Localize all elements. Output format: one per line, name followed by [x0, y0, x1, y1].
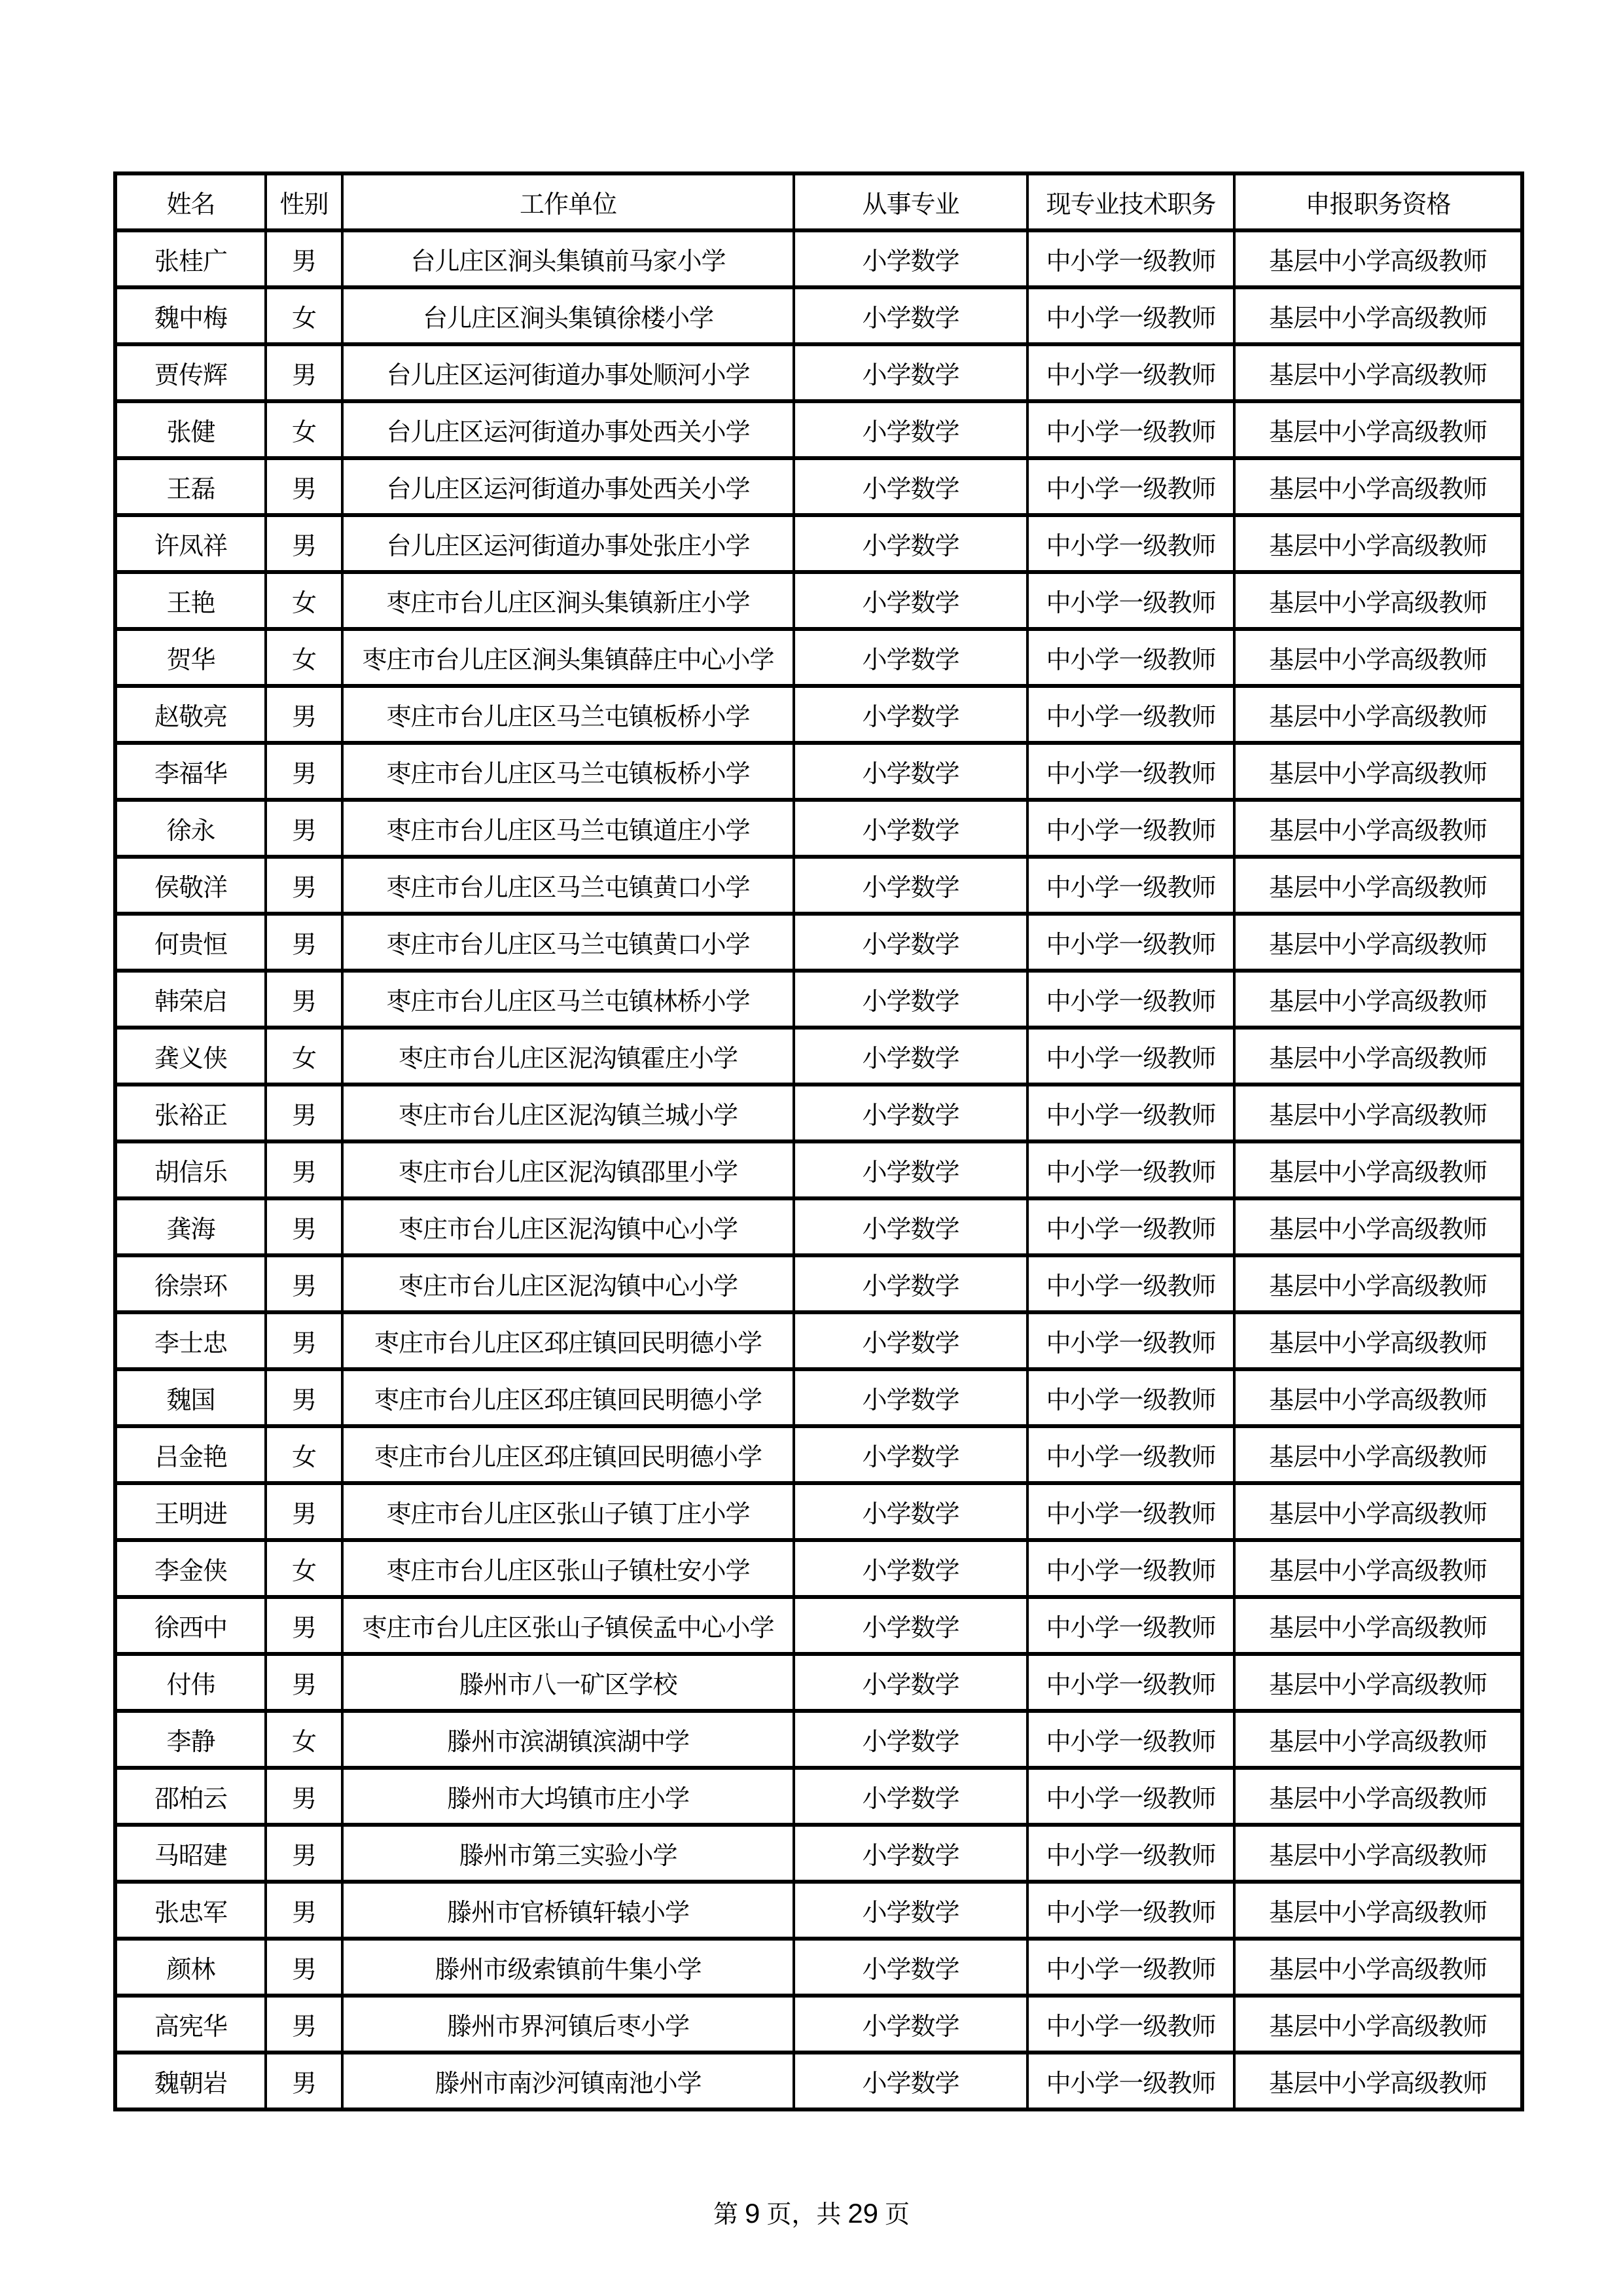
- cell-major: 小学数学: [794, 914, 1027, 971]
- cell-work-unit: 枣庄市台儿庄区马兰屯镇道庄小学: [342, 800, 794, 857]
- cell-work-unit: 枣庄市台儿庄区邳庄镇回民明德小学: [342, 1369, 794, 1426]
- cell-current-title: 中小学一级教师: [1027, 800, 1234, 857]
- cell-work-unit: 枣庄市台儿庄区泥沟镇霍庄小学: [342, 1028, 794, 1085]
- cell-name: 付伟: [115, 1654, 266, 1711]
- cell-apply-title: 基层中小学高级教师: [1234, 2053, 1522, 2109]
- cell-major: 小学数学: [794, 458, 1027, 515]
- cell-major: 小学数学: [794, 1483, 1027, 1540]
- cell-apply-title: 基层中小学高级教师: [1234, 1939, 1522, 1996]
- cell-name: 贺华: [115, 629, 266, 686]
- cell-work-unit: 滕州市官桥镇轩辕小学: [342, 1882, 794, 1939]
- cell-current-title: 中小学一级教师: [1027, 1483, 1234, 1540]
- cell-current-title: 中小学一级教师: [1027, 344, 1234, 401]
- cell-gender: 男: [266, 914, 342, 971]
- cell-current-title: 中小学一级教师: [1027, 458, 1234, 515]
- cell-work-unit: 枣庄市台儿庄区泥沟镇兰城小学: [342, 1085, 794, 1141]
- cell-work-unit: 台儿庄区运河街道办事处西关小学: [342, 458, 794, 515]
- cell-major: 小学数学: [794, 1882, 1027, 1939]
- table-row: [115, 1597, 1522, 1654]
- cell-work-unit: 滕州市八一矿区学校: [342, 1654, 794, 1711]
- cell-gender: 女: [266, 629, 342, 686]
- cell-work-unit: 滕州市滨湖镇滨湖中学: [342, 1711, 794, 1768]
- cell-work-unit: 台儿庄区运河街道办事处张庄小学: [342, 515, 794, 572]
- cell-major: 小学数学: [794, 1711, 1027, 1768]
- cell-work-unit: 滕州市南沙河镇南池小学: [342, 2053, 794, 2109]
- cell-name: 马昭建: [115, 1825, 266, 1882]
- cell-name: 王明进: [115, 1483, 266, 1540]
- cell-name: 张忠军: [115, 1882, 266, 1939]
- cell-apply-title: 基层中小学高级教师: [1234, 1540, 1522, 1597]
- cell-current-title: 中小学一级教师: [1027, 1996, 1234, 2053]
- header-name: 姓名: [115, 173, 266, 230]
- cell-name: 何贵恒: [115, 914, 266, 971]
- cell-major: 小学数学: [794, 1198, 1027, 1255]
- cell-work-unit: 枣庄市台儿庄区邳庄镇回民明德小学: [342, 1312, 794, 1369]
- cell-gender: 男: [266, 1996, 342, 2053]
- table-row: [115, 800, 1522, 857]
- table-row: [115, 1369, 1522, 1426]
- cell-apply-title: 基层中小学高级教师: [1234, 1654, 1522, 1711]
- table-row: [115, 1426, 1522, 1483]
- cell-gender: 女: [266, 1426, 342, 1483]
- cell-work-unit: 枣庄市台儿庄区马兰屯镇板桥小学: [342, 743, 794, 800]
- cell-work-unit: 台儿庄区涧头集镇前马家小学: [342, 230, 794, 287]
- cell-name: 龚义侠: [115, 1028, 266, 1085]
- cell-major: 小学数学: [794, 686, 1027, 743]
- table-row: [115, 1882, 1522, 1939]
- cell-current-title: 中小学一级教师: [1027, 1768, 1234, 1825]
- cell-apply-title: 基层中小学高级教师: [1234, 1028, 1522, 1085]
- cell-gender: 女: [266, 1028, 342, 1085]
- header-gender: 性别: [266, 173, 342, 230]
- cell-gender: 男: [266, 1597, 342, 1654]
- cell-gender: 女: [266, 1711, 342, 1768]
- cell-apply-title: 基层中小学高级教师: [1234, 458, 1522, 515]
- cell-current-title: 中小学一级教师: [1027, 1540, 1234, 1597]
- cell-work-unit: 滕州市界河镇后枣小学: [342, 1996, 794, 2053]
- cell-current-title: 中小学一级教师: [1027, 230, 1234, 287]
- cell-gender: 男: [266, 857, 342, 914]
- cell-current-title: 中小学一级教师: [1027, 1369, 1234, 1426]
- cell-gender: 男: [266, 800, 342, 857]
- cell-gender: 男: [266, 458, 342, 515]
- cell-gender: 男: [266, 1654, 342, 1711]
- table-row: [115, 401, 1522, 458]
- total-page-number: 29: [847, 2198, 879, 2229]
- table-row: [115, 2053, 1522, 2109]
- cell-major: 小学数学: [794, 629, 1027, 686]
- cell-name: 徐永: [115, 800, 266, 857]
- cell-gender: 男: [266, 1939, 342, 1996]
- cell-gender: 男: [266, 1255, 342, 1312]
- cell-gender: 男: [266, 1312, 342, 1369]
- cell-apply-title: 基层中小学高级教师: [1234, 971, 1522, 1028]
- cell-apply-title: 基层中小学高级教师: [1234, 1141, 1522, 1198]
- cell-apply-title: 基层中小学高级教师: [1234, 1369, 1522, 1426]
- cell-gender: 男: [266, 515, 342, 572]
- cell-name: 李静: [115, 1711, 266, 1768]
- cell-work-unit: 台儿庄区运河街道办事处西关小学: [342, 401, 794, 458]
- table-row: [115, 1654, 1522, 1711]
- table-row: [115, 629, 1522, 686]
- table-row: [115, 1825, 1522, 1882]
- cell-name: 李士忠: [115, 1312, 266, 1369]
- table-row: [115, 857, 1522, 914]
- cell-name: 李福华: [115, 743, 266, 800]
- cell-major: 小学数学: [794, 1255, 1027, 1312]
- cell-current-title: 中小学一级教师: [1027, 515, 1234, 572]
- cell-major: 小学数学: [794, 1028, 1027, 1085]
- cell-gender: 男: [266, 344, 342, 401]
- table-row: [115, 1028, 1522, 1085]
- cell-major: 小学数学: [794, 230, 1027, 287]
- cell-current-title: 中小学一级教师: [1027, 1085, 1234, 1141]
- cell-gender: 女: [266, 572, 342, 629]
- cell-major: 小学数学: [794, 743, 1027, 800]
- cell-apply-title: 基层中小学高级教师: [1234, 515, 1522, 572]
- cell-name: 许凤祥: [115, 515, 266, 572]
- cell-name: 颜林: [115, 1939, 266, 1996]
- table-row: [115, 1711, 1522, 1768]
- cell-major: 小学数学: [794, 800, 1027, 857]
- cell-gender: 男: [266, 743, 342, 800]
- cell-apply-title: 基层中小学高级教师: [1234, 1882, 1522, 1939]
- footer-suffix: 页: [885, 2200, 910, 2229]
- table-row: [115, 1540, 1522, 1597]
- header-current-title: 现专业技术职务: [1027, 173, 1234, 230]
- cell-work-unit: 枣庄市台儿庄区张山子镇丁庄小学: [342, 1483, 794, 1540]
- table-row: [115, 458, 1522, 515]
- cell-work-unit: 滕州市第三实验小学: [342, 1825, 794, 1882]
- cell-gender: 男: [266, 1483, 342, 1540]
- cell-gender: 男: [266, 971, 342, 1028]
- cell-current-title: 中小学一级教师: [1027, 1426, 1234, 1483]
- cell-current-title: 中小学一级教师: [1027, 1198, 1234, 1255]
- cell-name: 王磊: [115, 458, 266, 515]
- cell-major: 小学数学: [794, 2053, 1027, 2109]
- cell-apply-title: 基层中小学高级教师: [1234, 743, 1522, 800]
- cell-gender: 男: [266, 1768, 342, 1825]
- cell-gender: 男: [266, 1198, 342, 1255]
- cell-major: 小学数学: [794, 572, 1027, 629]
- cell-work-unit: 枣庄市台儿庄区马兰屯镇黄口小学: [342, 857, 794, 914]
- footer-prefix: 第: [713, 2200, 738, 2229]
- cell-major: 小学数学: [794, 1597, 1027, 1654]
- cell-major: 小学数学: [794, 1369, 1027, 1426]
- cell-major: 小学数学: [794, 1996, 1027, 2053]
- cell-work-unit: 枣庄市台儿庄区涧头集镇新庄小学: [342, 572, 794, 629]
- cell-apply-title: 基层中小学高级教师: [1234, 800, 1522, 857]
- cell-name: 张裕正: [115, 1085, 266, 1141]
- cell-apply-title: 基层中小学高级教师: [1234, 1483, 1522, 1540]
- cell-name: 魏中梅: [115, 287, 266, 344]
- cell-work-unit: 枣庄市台儿庄区邳庄镇回民明德小学: [342, 1426, 794, 1483]
- cell-apply-title: 基层中小学高级教师: [1234, 686, 1522, 743]
- cell-major: 小学数学: [794, 344, 1027, 401]
- cell-major: 小学数学: [794, 971, 1027, 1028]
- cell-current-title: 中小学一级教师: [1027, 572, 1234, 629]
- header-major: 从事专业: [794, 173, 1027, 230]
- cell-current-title: 中小学一级教师: [1027, 629, 1234, 686]
- cell-apply-title: 基层中小学高级教师: [1234, 914, 1522, 971]
- footer-middle: 页，共: [766, 2200, 842, 2229]
- cell-name: 龚海: [115, 1198, 266, 1255]
- cell-apply-title: 基层中小学高级教师: [1234, 401, 1522, 458]
- cell-major: 小学数学: [794, 1654, 1027, 1711]
- cell-apply-title: 基层中小学高级教师: [1234, 572, 1522, 629]
- table-row: [115, 1939, 1522, 1996]
- cell-gender: 男: [266, 1369, 342, 1426]
- cell-current-title: 中小学一级教师: [1027, 857, 1234, 914]
- cell-work-unit: 枣庄市台儿庄区泥沟镇中心小学: [342, 1198, 794, 1255]
- table-row: [115, 1198, 1522, 1255]
- cell-name: 张健: [115, 401, 266, 458]
- cell-apply-title: 基层中小学高级教师: [1234, 287, 1522, 344]
- cell-major: 小学数学: [794, 1426, 1027, 1483]
- cell-name: 胡信乐: [115, 1141, 266, 1198]
- cell-apply-title: 基层中小学高级教师: [1234, 230, 1522, 287]
- cell-gender: 男: [266, 1825, 342, 1882]
- cell-current-title: 中小学一级教师: [1027, 1654, 1234, 1711]
- cell-gender: 女: [266, 1540, 342, 1597]
- cell-current-title: 中小学一级教师: [1027, 1882, 1234, 1939]
- cell-name: 邵柏云: [115, 1768, 266, 1825]
- cell-current-title: 中小学一级教师: [1027, 1597, 1234, 1654]
- cell-name: 高宪华: [115, 1996, 266, 2053]
- table-row: [115, 1085, 1522, 1141]
- cell-current-title: 中小学一级教师: [1027, 971, 1234, 1028]
- cell-current-title: 中小学一级教师: [1027, 1141, 1234, 1198]
- header-apply-title: 申报职务资格: [1234, 173, 1522, 230]
- cell-name: 徐西中: [115, 1597, 266, 1654]
- cell-gender: 女: [266, 401, 342, 458]
- table-row: [115, 1255, 1522, 1312]
- cell-current-title: 中小学一级教师: [1027, 287, 1234, 344]
- cell-work-unit: 枣庄市台儿庄区张山子镇杜安小学: [342, 1540, 794, 1597]
- cell-current-title: 中小学一级教师: [1027, 1255, 1234, 1312]
- cell-gender: 男: [266, 230, 342, 287]
- table-row: [115, 743, 1522, 800]
- table-row: [115, 686, 1522, 743]
- cell-current-title: 中小学一级教师: [1027, 1312, 1234, 1369]
- table-row: [115, 344, 1522, 401]
- cell-apply-title: 基层中小学高级教师: [1234, 1768, 1522, 1825]
- cell-gender: 男: [266, 2053, 342, 2109]
- table-row: [115, 230, 1522, 287]
- table-row: [115, 1312, 1522, 1369]
- cell-name: 李金侠: [115, 1540, 266, 1597]
- cell-name: 王艳: [115, 572, 266, 629]
- table-row: [115, 971, 1522, 1028]
- cell-work-unit: 枣庄市台儿庄区泥沟镇中心小学: [342, 1255, 794, 1312]
- cell-current-title: 中小学一级教师: [1027, 1825, 1234, 1882]
- table-row: [115, 1996, 1522, 2053]
- cell-apply-title: 基层中小学高级教师: [1234, 1711, 1522, 1768]
- cell-major: 小学数学: [794, 1141, 1027, 1198]
- cell-name: 魏国: [115, 1369, 266, 1426]
- cell-current-title: 中小学一级教师: [1027, 2053, 1234, 2109]
- cell-major: 小学数学: [794, 515, 1027, 572]
- cell-name: 张桂广: [115, 230, 266, 287]
- cell-current-title: 中小学一级教师: [1027, 1711, 1234, 1768]
- cell-work-unit: 枣庄市台儿庄区涧头集镇薛庄中心小学: [342, 629, 794, 686]
- teacher-roster-table: [113, 171, 1524, 2111]
- cell-apply-title: 基层中小学高级教师: [1234, 629, 1522, 686]
- cell-apply-title: 基层中小学高级教师: [1234, 1255, 1522, 1312]
- cell-apply-title: 基层中小学高级教师: [1234, 1825, 1522, 1882]
- table-header-row: [115, 173, 1522, 230]
- cell-current-title: 中小学一级教师: [1027, 1939, 1234, 1996]
- cell-current-title: 中小学一级教师: [1027, 743, 1234, 800]
- cell-apply-title: 基层中小学高级教师: [1234, 1426, 1522, 1483]
- cell-apply-title: 基层中小学高级教师: [1234, 1085, 1522, 1141]
- cell-current-title: 中小学一级教师: [1027, 686, 1234, 743]
- cell-major: 小学数学: [794, 1312, 1027, 1369]
- cell-apply-title: 基层中小学高级教师: [1234, 1312, 1522, 1369]
- cell-major: 小学数学: [794, 287, 1027, 344]
- cell-name: 吕金艳: [115, 1426, 266, 1483]
- cell-work-unit: 枣庄市台儿庄区马兰屯镇板桥小学: [342, 686, 794, 743]
- cell-apply-title: 基层中小学高级教师: [1234, 857, 1522, 914]
- header-work-unit: 工作单位: [342, 173, 794, 230]
- cell-work-unit: 枣庄市台儿庄区泥沟镇邵里小学: [342, 1141, 794, 1198]
- current-page-number: 9: [744, 2198, 760, 2229]
- cell-work-unit: 枣庄市台儿庄区马兰屯镇黄口小学: [342, 914, 794, 971]
- cell-major: 小学数学: [794, 857, 1027, 914]
- cell-name: 魏朝岩: [115, 2053, 266, 2109]
- cell-major: 小学数学: [794, 1825, 1027, 1882]
- page-footer: [0, 2194, 1623, 2230]
- cell-apply-title: 基层中小学高级教师: [1234, 1996, 1522, 2053]
- table-row: [115, 914, 1522, 971]
- cell-apply-title: 基层中小学高级教师: [1234, 1198, 1522, 1255]
- cell-work-unit: 台儿庄区涧头集镇徐楼小学: [342, 287, 794, 344]
- cell-apply-title: 基层中小学高级教师: [1234, 344, 1522, 401]
- cell-name: 贾传辉: [115, 344, 266, 401]
- cell-work-unit: 滕州市大坞镇市庄小学: [342, 1768, 794, 1825]
- table-row: [115, 515, 1522, 572]
- cell-major: 小学数学: [794, 1768, 1027, 1825]
- cell-gender: 男: [266, 1141, 342, 1198]
- cell-gender: 男: [266, 1882, 342, 1939]
- table-row: [115, 1141, 1522, 1198]
- cell-name: 赵敬亮: [115, 686, 266, 743]
- cell-name: 徐崇环: [115, 1255, 266, 1312]
- cell-work-unit: 枣庄市台儿庄区张山子镇侯孟中心小学: [342, 1597, 794, 1654]
- cell-major: 小学数学: [794, 1085, 1027, 1141]
- table-body: [115, 230, 1522, 2109]
- cell-gender: 男: [266, 686, 342, 743]
- cell-major: 小学数学: [794, 401, 1027, 458]
- cell-gender: 女: [266, 287, 342, 344]
- cell-current-title: 中小学一级教师: [1027, 401, 1234, 458]
- cell-work-unit: 枣庄市台儿庄区马兰屯镇林桥小学: [342, 971, 794, 1028]
- table-row: [115, 1483, 1522, 1540]
- table-row: [115, 572, 1522, 629]
- cell-current-title: 中小学一级教师: [1027, 1028, 1234, 1085]
- cell-major: 小学数学: [794, 1540, 1027, 1597]
- cell-name: 韩荣启: [115, 971, 266, 1028]
- cell-work-unit: 滕州市级索镇前牛集小学: [342, 1939, 794, 1996]
- table-row: [115, 1768, 1522, 1825]
- cell-gender: 男: [266, 1085, 342, 1141]
- cell-work-unit: 台儿庄区运河街道办事处顺河小学: [342, 344, 794, 401]
- cell-current-title: 中小学一级教师: [1027, 914, 1234, 971]
- table-row: [115, 287, 1522, 344]
- cell-major: 小学数学: [794, 1939, 1027, 1996]
- cell-name: 侯敬洋: [115, 857, 266, 914]
- cell-apply-title: 基层中小学高级教师: [1234, 1597, 1522, 1654]
